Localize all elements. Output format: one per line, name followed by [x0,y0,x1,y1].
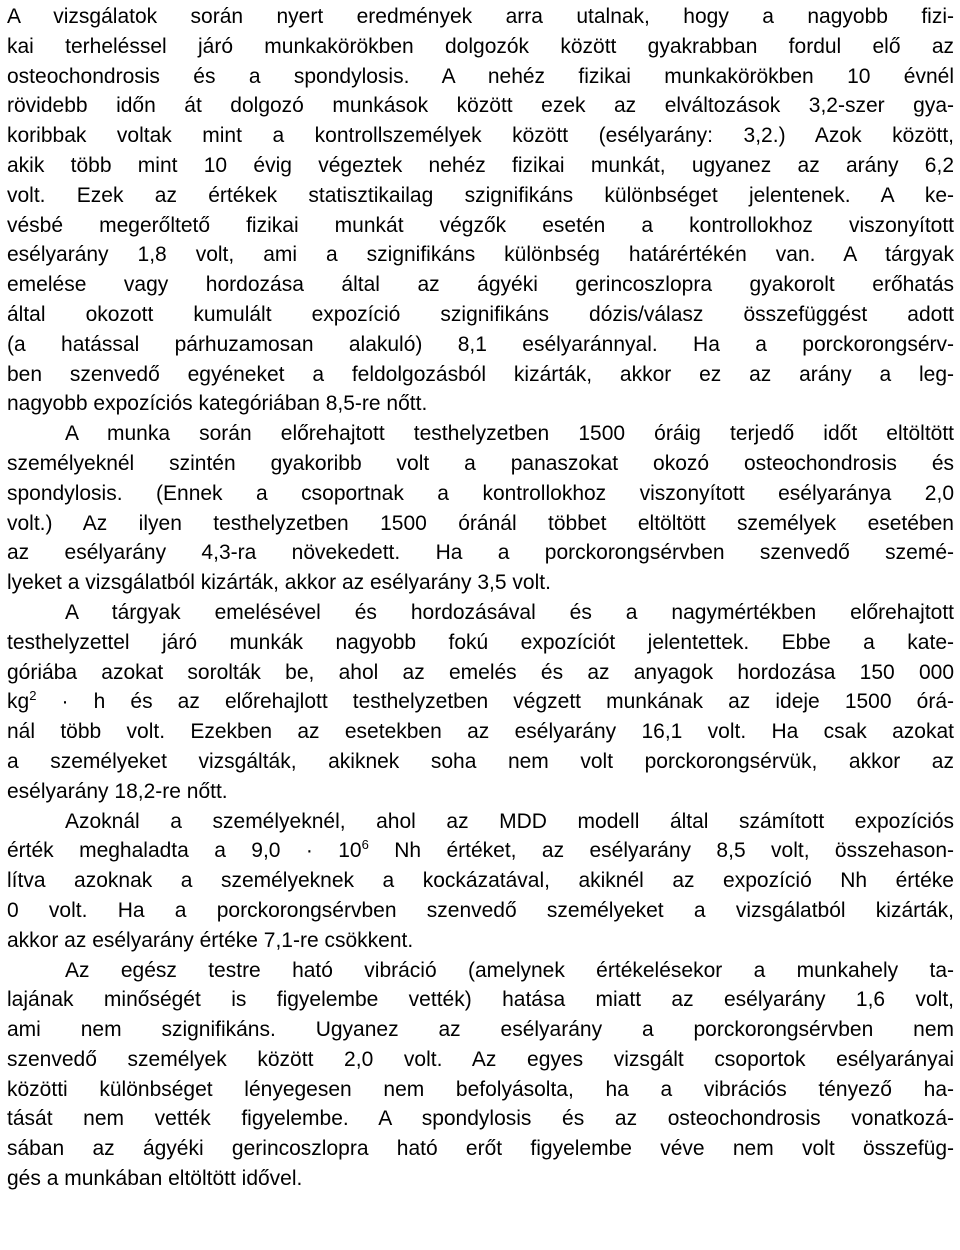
superscript: 2 [29,688,37,704]
paragraph [7,807,954,956]
text-segment: érték meghaladta a 9,0 · 10 [7,839,362,863]
text-line: volt. Ezek az értékek statisztikailag szignifikáns különbséget jelentenek. A ke- [7,183,954,207]
text-line: a személyeket vizsgálták, akiknek soha nem volt porckorongsérvük, akkor az [7,749,954,773]
text-line: nagyobb expozíciós kategóriában 8,5-re nőtt. [7,392,428,416]
text-line: 0 volt. Ha a porckorongsérvben szenvedő személyeket a vizsgálatból kizárták, [7,898,954,922]
text-line: akik több mint 10 évig végeztek nehéz fizikai munkát, ugyanez az arány 6,2 [7,153,954,177]
text-line [7,687,954,717]
text-line: esélyarány 18,2-re nőtt. [7,779,228,803]
text-line: Az egész testre ható vibráció (amelynek értékelésekor a munkahely ta- [65,958,954,982]
text-line: A tárgyak emelésével és hordozásával és a nagymértékben előrehajtott [65,600,954,624]
text-line: emelése vagy hordozása által az ágyéki gerincoszlopra gyakorolt erőhatás [7,273,954,297]
text-segment: kg [7,690,30,714]
text-line: lyeket a vizsgálatból kizárták, akkor az esélyarány 3,5 volt. [7,571,551,595]
text-line: rövidebb időn át dolgozó munkások között ezek az elváltozások 3,2-szer gya- [7,94,954,118]
text-line: szenvedő személyek között 2,0 volt. Az egyes vizsgált csoportok esélyarányai [7,1047,954,1071]
text-line: (a hatással párhuzamosan alakuló) 8,1 esélyaránnyal. Ha a porckorongsérv- [7,332,954,356]
text-line: által okozott kumulált expozíció szignifikáns dózis/válasz összefüggést adott [7,302,954,326]
paragraph [7,598,954,807]
text-line: kai terheléssel járó munkakörökben dolgozók között gyakrabban fordul elő az [7,34,954,58]
text-line: góriába azokat sorolták be, ahol az emelés és az anyagok hordozása 150 000 [7,660,954,684]
text-line [7,836,954,866]
text-line: spondylosis. (Ennek a csoportnak a kontrollokhoz viszonyított esélyaránya 2,0 [7,481,954,505]
text-line: volt.) Az ilyen testhelyzetben 1500 óránál többet eltöltött személyek esetében [7,511,954,535]
text-line: lajának minőségét is figyelembe vették) hatása miatt az esélyarány 1,6 volt, [7,988,954,1012]
text-line: A munka során előrehajtott testhelyzetben 1500 óráig terjedő időt eltöltött [65,422,954,446]
text-line: testhelyzettel járó munkák nagyobb fokú expozíciót jelentettek. Ebbe a kate- [7,630,954,654]
text-line: lítva azoknak a személyeknek a kockázatával, akiknél az expozíció Nh értéke [7,869,954,893]
text-line: Azoknál a személyeknél, ahol az MDD modell által számított expozíciós [65,809,954,833]
superscript: 6 [361,837,369,853]
text-line: ben szenvedő egyéneket a feldolgozásból kizárták, akkor ez az arány a leg- [7,362,954,386]
text-line: osteochondrosis és a spondylosis. A nehéz fizikai munkakörökben 10 évnél [7,64,954,88]
text-segment: Nh értéket, az esélyarány 8,5 volt, összehason- [368,839,954,863]
text-line: A vizsgálatok során nyert eredmények arra utalnak, hogy a nagyobb fizi- [7,5,954,28]
text-line: koribbak voltak mint a kontrollszemélyek között (esélyarány: 3,2.) Azok között, [7,124,954,148]
text-segment: · h és az előrehajlott testhelyzetben végzett munkának az ideje 1500 órá- [36,690,954,714]
text-line: tását nem vették figyelembe. A spondylosis és az osteochondrosis vonatkozá- [7,1107,954,1131]
text-line: ami nem szignifikáns. Ugyanez az esélyarány a porckorongsérvben nem [7,1018,954,1042]
text-line: vésbé megerőltető fizikai munkát végzők esetén a kontrollokhoz viszonyított [7,213,954,237]
text-line: az esélyarány 4,3-ra növekedett. Ha a porckorongsérvben szenvedő szemé- [7,541,954,565]
paragraph [7,2,954,419]
paragraph [7,419,954,598]
document-body [7,2,954,1194]
text-line: nál több volt. Ezekben az esetekben az esélyarány 16,1 volt. Ha csak azokat [7,720,954,744]
text-line: személyeknél szintén gyakoribb volt a panaszokat okozó osteochondrosis és [7,451,954,475]
text-line: akkor az esélyarány értéke 7,1-re csökkent. [7,928,414,952]
text-line: gés a munkában eltöltött idővel. [7,1167,303,1191]
text-line: közötti különbséget lényegesen nem befolyásolta, ha a vibrációs tényező ha- [7,1077,954,1101]
text-line: esélyarány 1,8 volt, ami a szignifikáns különbség határértékén van. A tárgyak [7,243,954,267]
paragraph [7,956,954,1194]
text-line: sában az ágyéki gerincoszlopra ható erőt figyelembe véve nem volt összefüg- [7,1137,954,1161]
